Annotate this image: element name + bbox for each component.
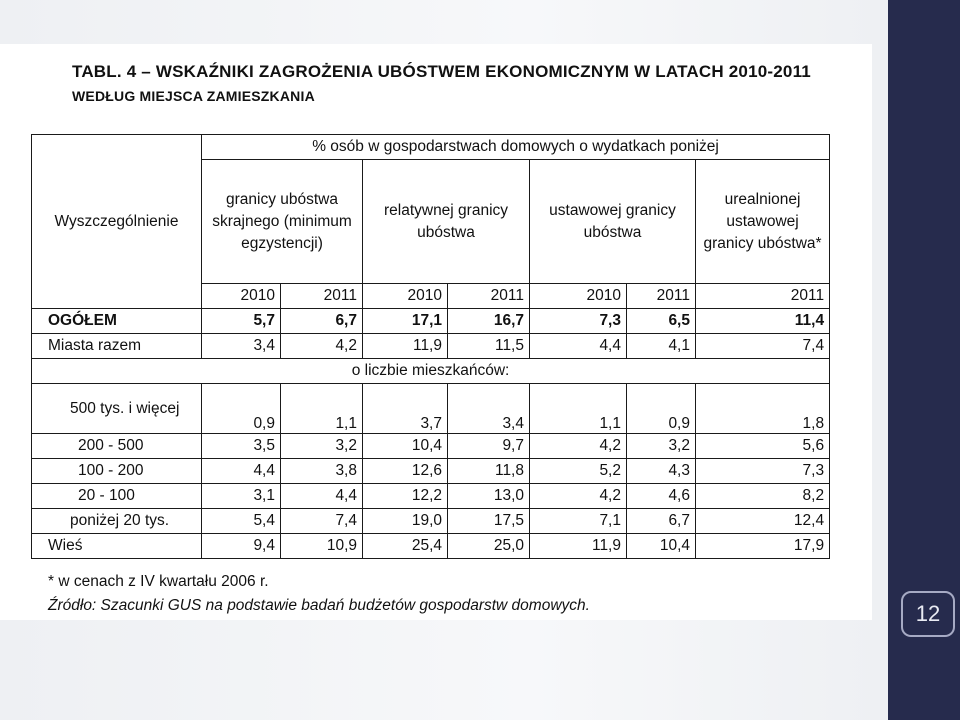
value-cell: 1,8 (696, 384, 830, 434)
year-header-cell: 2011 (696, 284, 830, 309)
row-label: Miasta razem (32, 334, 202, 359)
value-cell: 8,2 (696, 484, 830, 509)
subsection-label: o liczbie mieszkańców: (32, 359, 830, 384)
group-header-cell: % osób w gospodarstwach domowych o wydatkach poniżej (202, 135, 830, 160)
value-cell: 7,1 (530, 509, 627, 534)
title-line-2: WEDŁUG MIEJSCA ZAMIESZKANIA (72, 88, 315, 104)
value-cell: 1,1 (530, 384, 627, 434)
value-cell: 5,7 (202, 309, 281, 334)
value-cell: 3,4 (448, 384, 530, 434)
table-row (32, 459, 830, 484)
value-cell: 5,6 (696, 434, 830, 459)
table-row (32, 509, 830, 534)
value-cell: 0,9 (627, 384, 696, 434)
row-label: 100 - 200 (32, 459, 202, 484)
value-cell: 11,9 (530, 534, 627, 559)
subheader-adjusted: urealnionej ustawowej granicy ubóstwa* (696, 160, 830, 284)
value-cell: 4,1 (627, 334, 696, 359)
value-cell: 4,2 (530, 484, 627, 509)
table-row (32, 309, 830, 334)
value-cell: 4,6 (627, 484, 696, 509)
table-row (32, 484, 830, 509)
value-cell: 16,7 (448, 309, 530, 334)
row-label: OGÓŁEM (32, 309, 202, 334)
source-note: Źródło: Szacunki GUS na podstawie badań budżetów gospodarstw domowych. (48, 597, 590, 614)
year-header-cell: 2010 (530, 284, 627, 309)
value-cell: 12,2 (363, 484, 448, 509)
value-cell: 17,5 (448, 509, 530, 534)
value-cell: 9,4 (202, 534, 281, 559)
value-cell: 10,4 (627, 534, 696, 559)
row-header-cell: Wyszczególnienie (32, 135, 202, 309)
value-cell: 11,5 (448, 334, 530, 359)
value-cell: 6,5 (627, 309, 696, 334)
value-cell: 11,8 (448, 459, 530, 484)
year-header-cell: 2011 (448, 284, 530, 309)
value-cell: 0,9 (202, 384, 281, 434)
value-cell: 17,9 (696, 534, 830, 559)
value-cell: 10,9 (281, 534, 363, 559)
value-cell: 3,2 (281, 434, 363, 459)
value-cell: 4,4 (202, 459, 281, 484)
footnote: * w cenach z IV kwartału 2006 r. (48, 573, 269, 590)
row-label: poniżej 20 tys. (32, 509, 202, 534)
year-header-cell: 2011 (281, 284, 363, 309)
value-cell: 7,4 (696, 334, 830, 359)
value-cell: 3,2 (627, 434, 696, 459)
table-row (32, 434, 830, 459)
value-cell: 17,1 (363, 309, 448, 334)
slide-number: 12 (915, 601, 941, 626)
value-cell: 4,4 (281, 484, 363, 509)
value-cell: 25,4 (363, 534, 448, 559)
table-row (32, 384, 830, 434)
value-cell: 4,3 (627, 459, 696, 484)
value-cell: 9,7 (448, 434, 530, 459)
row-label: 20 - 100 (32, 484, 202, 509)
row-label: 200 - 500 (32, 434, 202, 459)
value-cell: 1,1 (281, 384, 363, 434)
table-row (32, 334, 830, 359)
value-cell: 4,4 (530, 334, 627, 359)
subheader-statutory: ustawowej granicy ubóstwa (530, 160, 696, 284)
header-row-1 (32, 135, 830, 160)
row-label: Wieś (32, 534, 202, 559)
value-cell: 3,7 (363, 384, 448, 434)
value-cell: 3,4 (202, 334, 281, 359)
subsection-row (32, 359, 830, 384)
row-label: 500 tys. i więcej (32, 384, 202, 434)
slide-number-badge (901, 591, 955, 637)
value-cell: 3,8 (281, 459, 363, 484)
value-cell: 7,3 (696, 459, 830, 484)
title-line-1: TABL. 4 – WSKAŹNIKI ZAGROŻENIA UBÓSTWEM EKONOMICZNYM W LATACH 2010-2011 (72, 62, 811, 81)
value-cell: 12,6 (363, 459, 448, 484)
value-cell: 11,4 (696, 309, 830, 334)
poverty-table (31, 134, 830, 559)
value-cell: 7,4 (281, 509, 363, 534)
value-cell: 5,4 (202, 509, 281, 534)
value-cell: 4,2 (281, 334, 363, 359)
subheader-relative: relatywnej granicy ubóstwa (363, 160, 530, 284)
value-cell: 5,2 (530, 459, 627, 484)
value-cell: 3,5 (202, 434, 281, 459)
value-cell: 10,4 (363, 434, 448, 459)
table-row (32, 534, 830, 559)
year-header-cell: 2011 (627, 284, 696, 309)
value-cell: 25,0 (448, 534, 530, 559)
value-cell: 6,7 (281, 309, 363, 334)
value-cell: 12,4 (696, 509, 830, 534)
value-cell: 13,0 (448, 484, 530, 509)
value-cell: 11,9 (363, 334, 448, 359)
year-header-cell: 2010 (202, 284, 281, 309)
table-title (72, 62, 862, 104)
value-cell: 4,2 (530, 434, 627, 459)
year-header-cell: 2010 (363, 284, 448, 309)
value-cell: 7,3 (530, 309, 627, 334)
value-cell: 19,0 (363, 509, 448, 534)
value-cell: 3,1 (202, 484, 281, 509)
value-cell: 6,7 (627, 509, 696, 534)
subheader-extreme: granicy ubóstwa skrajnego (minimum egzystencji) (202, 160, 363, 284)
footnotes (48, 570, 590, 618)
